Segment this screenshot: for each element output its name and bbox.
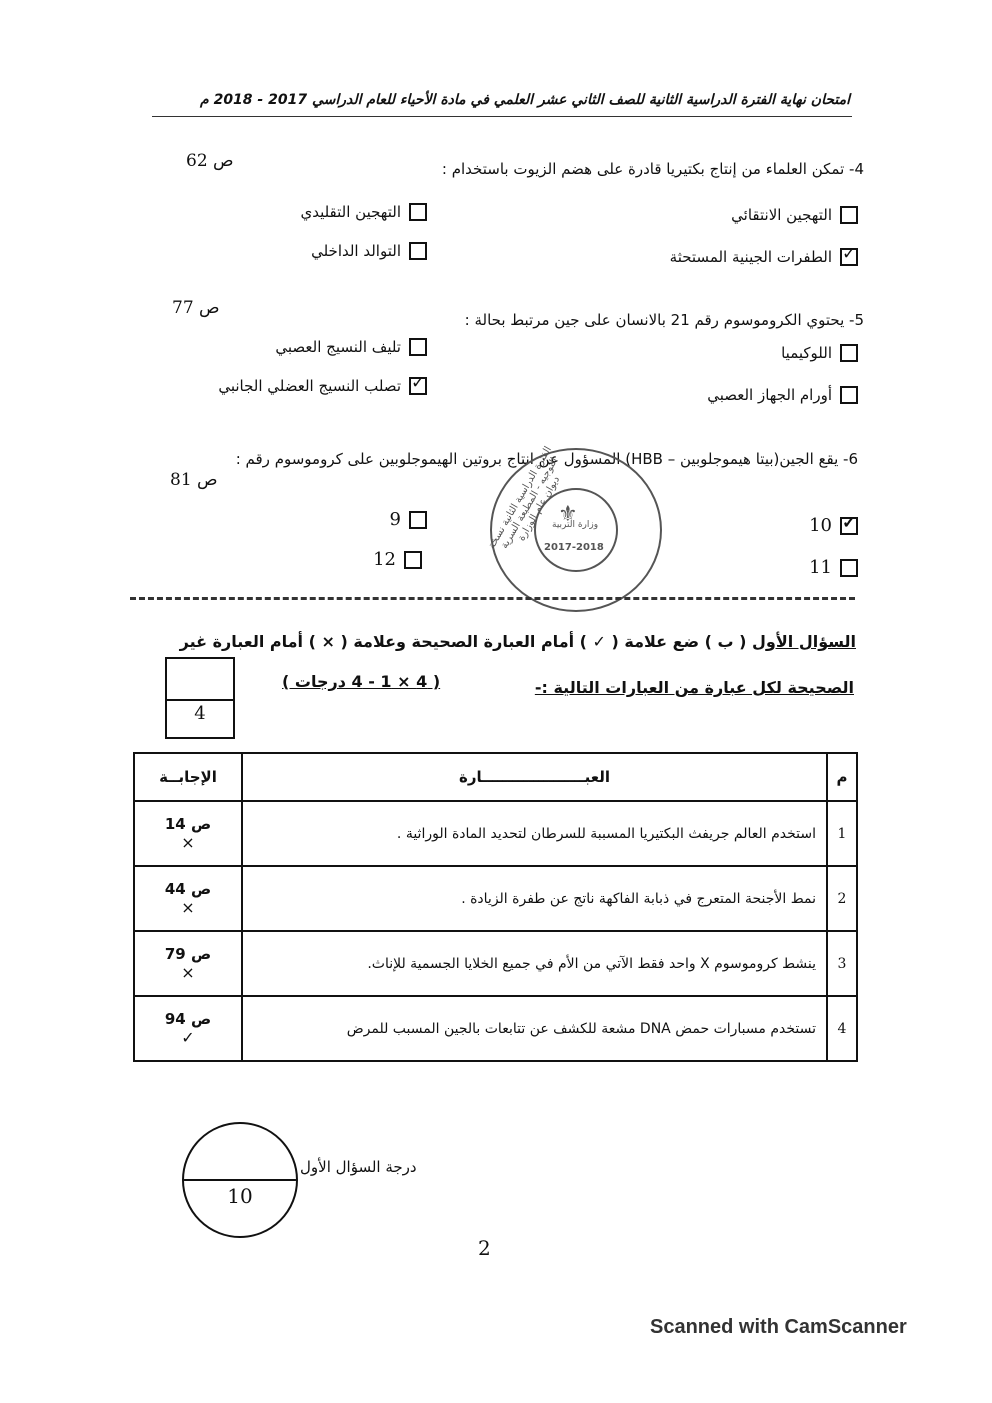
total-score: 10 — [227, 1184, 253, 1208]
section-b-heading — [136, 632, 856, 651]
row-page-ref: ص 94 — [164, 1010, 212, 1028]
q6-option-4-label: 12 — [373, 549, 396, 570]
q4-option-1-label: التهجين الانتقائي — [731, 206, 832, 224]
q4-option-1[interactable] — [731, 206, 858, 224]
q5-text: 5- يحتوي الكروموسوم رقم 21 بالانسان على جين مرتبط بحالة : — [464, 311, 864, 329]
row-answer[interactable] — [134, 931, 242, 996]
q4-option-3-checkbox[interactable] — [840, 248, 858, 266]
q6-option-3-checkbox[interactable] — [840, 559, 858, 577]
circle-divider — [184, 1179, 296, 1181]
official-stamp — [486, 444, 662, 612]
scanner-watermark: Scanned with CamScanner — [650, 1316, 907, 1338]
q5-option-1-label: اللوكيميا — [781, 344, 832, 362]
q5-option-3-checkbox[interactable] — [840, 386, 858, 404]
section-b-instruction: ( ب ) ضع علامة ( ✓ ) أمام العبارة الصحيحة وعلامة ( × ) أمام العبارة غير — [179, 632, 747, 651]
emblem-icon: ⚜ — [558, 502, 578, 527]
exam-header: امتحان نهاية الفترة الدراسية الثانية للصف الثاني عشر العلمي في مادة الأحياء للعام الدراسي 2017 - 2018 م — [200, 92, 850, 108]
page-number: 2 — [478, 1236, 491, 1260]
q4-option-4[interactable] — [311, 242, 427, 260]
q4-option-3-label: الطفرات الجينية المستحثة — [669, 248, 832, 266]
q5-option-2[interactable] — [275, 338, 427, 356]
row-num: 2 — [827, 866, 857, 931]
q6-option-3[interactable] — [809, 557, 858, 578]
row-statement: استخدم العالم جريفث البكتيريا المسببة للسرطان لتحديد المادة الوراثية . — [242, 801, 827, 866]
table-row — [134, 996, 857, 1061]
row-statement: نمط الأجنحة المتعرج في ذبابة الفاكهة ناتج عن طفرة الزيادة . — [242, 866, 827, 931]
score-box-divider — [167, 699, 233, 701]
q4-option-4-label: التوالد الداخلي — [311, 242, 401, 260]
section-b-line2: الصحيحة لكل عبارة من العبارات التالية :- — [534, 678, 854, 697]
q4-option-2[interactable] — [300, 203, 427, 221]
table-header-row — [134, 753, 857, 801]
q4-option-1-checkbox[interactable] — [840, 206, 858, 224]
table-row — [134, 801, 857, 866]
q5-option-4[interactable] — [218, 377, 427, 395]
row-mark: × — [181, 898, 195, 917]
q6-option-4[interactable] — [373, 549, 422, 570]
q6-option-2[interactable] — [390, 509, 427, 530]
row-num: 3 — [827, 931, 857, 996]
statements-table — [133, 752, 858, 1062]
q6-option-2-label: 9 — [389, 509, 401, 530]
header-answer: الإجابــة — [134, 753, 242, 801]
q4-page: ص 62 — [186, 151, 234, 171]
q6-option-1-label: 10 — [809, 515, 832, 536]
q6-option-1-checkbox[interactable] — [840, 517, 858, 535]
row-statement: ينشط كروموسوم X واحد فقط الآتي من الأم في جميع الخلايا الجسمية للإناث. — [242, 931, 827, 996]
row-page-ref: ص 14 — [164, 815, 212, 833]
stamp-inner-circle — [534, 488, 618, 572]
q5-option-1[interactable] — [781, 344, 858, 362]
section-b-marks: ( 4 × 1 - 4 درجات ) — [282, 672, 441, 691]
stamp-ring-text: الفترة الدراسية الثانية نسخة التوجيه - المطبعة السرية ديوان عام الوزارة — [486, 444, 563, 551]
row-answer[interactable] — [134, 866, 242, 931]
header-num: م — [827, 753, 857, 801]
section-divider — [130, 597, 855, 600]
q4-option-3[interactable] — [670, 248, 858, 266]
q6-option-2-checkbox[interactable] — [409, 511, 427, 529]
header-statement: العبــــــــــــــــــــارة — [242, 753, 827, 801]
total-label: درجة السؤال الأول — [300, 1158, 417, 1176]
stamp-inner-text: وزارة التربية — [552, 520, 599, 530]
row-mark: ✓ — [181, 1028, 195, 1047]
row-num: 4 — [827, 996, 857, 1061]
section-b-title: السؤال الأول — [752, 632, 856, 651]
q6-option-4-checkbox[interactable] — [404, 551, 422, 569]
row-mark: × — [181, 963, 195, 982]
q6-page: ص 81 — [170, 470, 218, 490]
stamp-year: 2017-2018 — [544, 542, 604, 553]
q5-option-1-checkbox[interactable] — [840, 344, 858, 362]
q4-option-2-checkbox[interactable] — [409, 203, 427, 221]
q4-option-4-checkbox[interactable] — [409, 242, 427, 260]
q6-text: 6- يقع الجين(بيتا هيموجلوبين – HBB) المسؤول عن انتاج بروتين الهيموجلوبين على كروموسوم رقم : — [235, 450, 858, 468]
row-answer[interactable] — [134, 801, 242, 866]
table-row — [134, 866, 857, 931]
q5-option-4-label: تصلب النسيج العضلي الجانبي — [218, 377, 401, 395]
q6-option-3-label: 11 — [809, 557, 832, 578]
q5-option-4-checkbox[interactable] — [409, 377, 427, 395]
row-statement: تستخدم مسبارات حمض DNA مشعة للكشف عن تتابعات بالجين المسبب للمرض — [242, 996, 827, 1061]
q4-text: 4- تمكن العلماء من إنتاج بكتيريا قادرة على هضم الزيوت باستخدام : — [441, 160, 864, 178]
header-underline — [152, 116, 852, 117]
row-page-ref: ص 79 — [164, 945, 212, 963]
q6-option-1[interactable] — [809, 515, 858, 536]
table-row — [134, 931, 857, 996]
row-mark: × — [181, 833, 195, 852]
row-num: 1 — [827, 801, 857, 866]
q5-option-3[interactable] — [707, 386, 858, 404]
section-b-score-box — [165, 657, 235, 739]
row-page-ref: ص 44 — [164, 880, 212, 898]
q5-option-2-checkbox[interactable] — [409, 338, 427, 356]
total-score-circle — [182, 1122, 298, 1238]
q5-option-3-label: أورام الجهاز العصبي — [707, 386, 832, 404]
q4-option-2-label: التهجين التقليدي — [300, 203, 401, 221]
q5-option-2-label: تليف النسيج العصبي — [275, 338, 401, 356]
section-b-score: 4 — [194, 703, 206, 724]
row-answer[interactable] — [134, 996, 242, 1061]
q5-page: ص 77 — [172, 298, 220, 318]
